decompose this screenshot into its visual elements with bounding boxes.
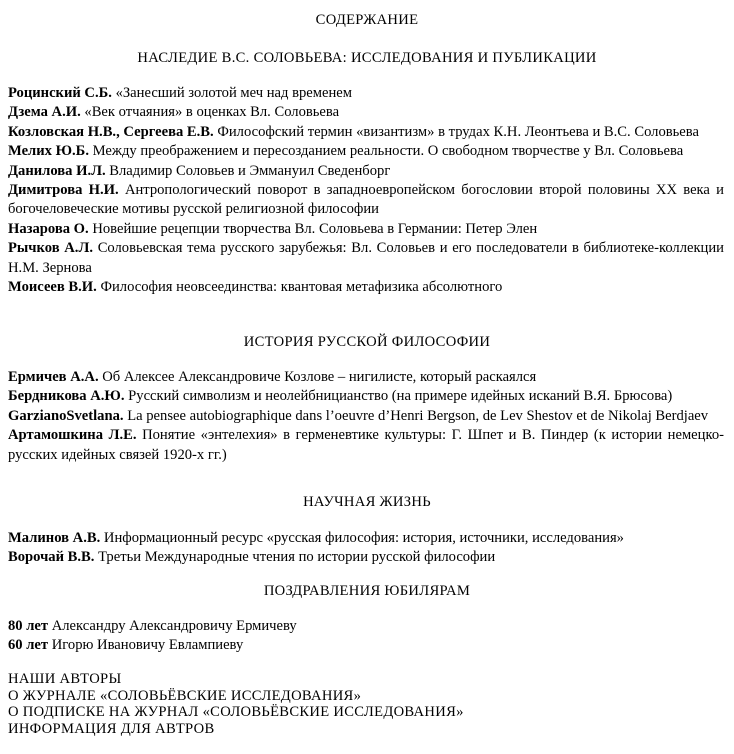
entry-title: Информационный ресурс «русская философия: история, источники, исследования» xyxy=(103,530,624,546)
section-entries-russian-philosophy-history xyxy=(8,368,724,465)
contents-entry xyxy=(8,239,724,278)
contents-entry xyxy=(8,123,724,142)
footer-item-subscription: О ПОДПИСКЕ НА ЖУРНАЛ «СОЛОВЬЁВСКИЕ ИССЛЕДОВАНИЯ» xyxy=(8,704,464,720)
footer-item-about-journal: О ЖУРНАЛЕ «СОЛОВЬЁВСКИЕ ИССЛЕДОВАНИЯ» xyxy=(8,687,362,704)
entry-author: Назарова О. xyxy=(8,220,89,237)
section-heading-jubilee-congratulations: ПОЗДРАВЛЕНИЯ ЮБИЛЯРАМ xyxy=(263,583,471,599)
entry-title: «Век отчаяния» в оценках Вл. Соловьева xyxy=(84,104,340,121)
entry-title: Русский символизм и неолейбницианство (на примере идейных исканий В.Я. Брюсова) xyxy=(128,388,673,405)
entry-author: Ермичев А.А. xyxy=(8,369,99,385)
entry-author: 80 лет xyxy=(8,618,49,634)
entry-title: Об Алексее Александровиче Козлове – нигилисте, который раскаялся xyxy=(102,369,537,385)
contents-entry xyxy=(8,278,724,297)
contents-entry xyxy=(8,220,724,239)
entry-title: Антропологический поворот в западноевропейском богословии второй половины XX века и богочеловеческие мотивы русской религиозной философии xyxy=(8,182,724,218)
entry-author: Артамошкина Л.Е. xyxy=(8,427,137,444)
contents-entry xyxy=(8,636,724,655)
section-heading-solovyov-legacy: НАСЛЕДИЕ В.С. СОЛОВЬЕВА: ИССЛЕДОВАНИЯ И ПУБЛИКАЦИИ xyxy=(137,50,597,66)
section-heading-scientific-life: НАУЧНАЯ ЖИЗНЬ xyxy=(303,494,431,510)
entry-author: Козловская Н.В., Сергеева Е.В. xyxy=(8,123,214,140)
contents-entry xyxy=(8,142,724,161)
contents-entry xyxy=(8,84,724,103)
contents-entry xyxy=(8,181,724,220)
entry-title: Соловьевская тема русского зарубежья: Вл. Соловьев и его последователи в библиотеке-коллекции Н.М. Зернова xyxy=(8,240,724,276)
contents-entry xyxy=(8,548,724,567)
entry-author: Роцинский С.Б. xyxy=(8,85,112,101)
contents-entry xyxy=(8,617,724,636)
entry-author: Малинов А.В. xyxy=(8,530,101,546)
entry-author: Димитрова Н.И. xyxy=(8,182,119,199)
entry-author: Ворочай В.В. xyxy=(8,549,95,566)
footer-items xyxy=(8,671,464,737)
entry-title: Понятие «энтелехия» в герменевтике культуры: Г. Шпет и В. Пиндер (к истории немецко-русских идейных связей 1920-х гг.) xyxy=(8,427,724,463)
entry-title: «Занесший золотой меч над временем xyxy=(115,85,353,101)
contents-entry xyxy=(8,387,724,406)
entry-author: 60 лет xyxy=(8,637,49,654)
footer-item-our-authors: НАШИ АВТОРЫ xyxy=(8,671,122,687)
entry-title: Игорю Ивановичу Евлампиеву xyxy=(51,637,244,654)
contents-entry xyxy=(8,407,724,426)
entry-title: Владимир Соловьев и Эммануил Сведенборг xyxy=(109,162,391,179)
entry-title: Третьи Международные чтения по истории русской философии xyxy=(98,549,496,566)
entry-author: Бердникова А.Ю. xyxy=(8,388,125,405)
section-entries-solovyov-legacy xyxy=(8,84,724,297)
contents-entry xyxy=(8,162,724,181)
section-entries-scientific-life xyxy=(8,529,724,568)
entry-author: Рычков А.Л. xyxy=(8,240,93,257)
contents-entry xyxy=(8,103,724,122)
footer-item-author-info: ИНФОРМАЦИЯ ДЛЯ АВТРОВ xyxy=(8,720,215,737)
entry-author: Данилова И.Л. xyxy=(8,162,106,179)
entry-title: Новейшие рецепции творчества Вл. Соловьева в Германии: Петер Элен xyxy=(92,220,538,237)
entry-title: Александру Александровичу Ермичеву xyxy=(51,618,297,634)
entry-author: GarzianoSvetlana. xyxy=(8,407,124,424)
entry-title: Философский термин «византизм» в трудах К.Н. Леонтьева и В.С. Соловьева xyxy=(217,123,699,140)
contents-entry xyxy=(8,426,724,465)
entry-author: Мелих Ю.Б. xyxy=(8,143,89,160)
entry-title: Философия неовсеединства: квантовая метафизика абсолютного xyxy=(100,279,503,296)
contents-entry xyxy=(8,529,724,548)
entry-author: Моисеев В.И. xyxy=(8,279,97,296)
entry-author: Дзема А.И. xyxy=(8,104,81,121)
entry-title: La pensee autobiographique dans l’oeuvre d’Henri Bergson, de Lev Shestov et de Nikolaj Berdjaev xyxy=(127,407,709,424)
entry-title: Между преображением и пересозданием реальности. О свободном творчестве у Вл. Соловьева xyxy=(92,143,684,160)
section-heading-russian-philosophy-history: ИСТОРИЯ РУССКОЙ ФИЛОСОФИИ xyxy=(243,334,491,350)
contents-title: СОДЕРЖАНИЕ xyxy=(315,12,419,28)
contents-entry xyxy=(8,368,724,387)
section-entries-jubilee-congratulations xyxy=(8,617,724,656)
